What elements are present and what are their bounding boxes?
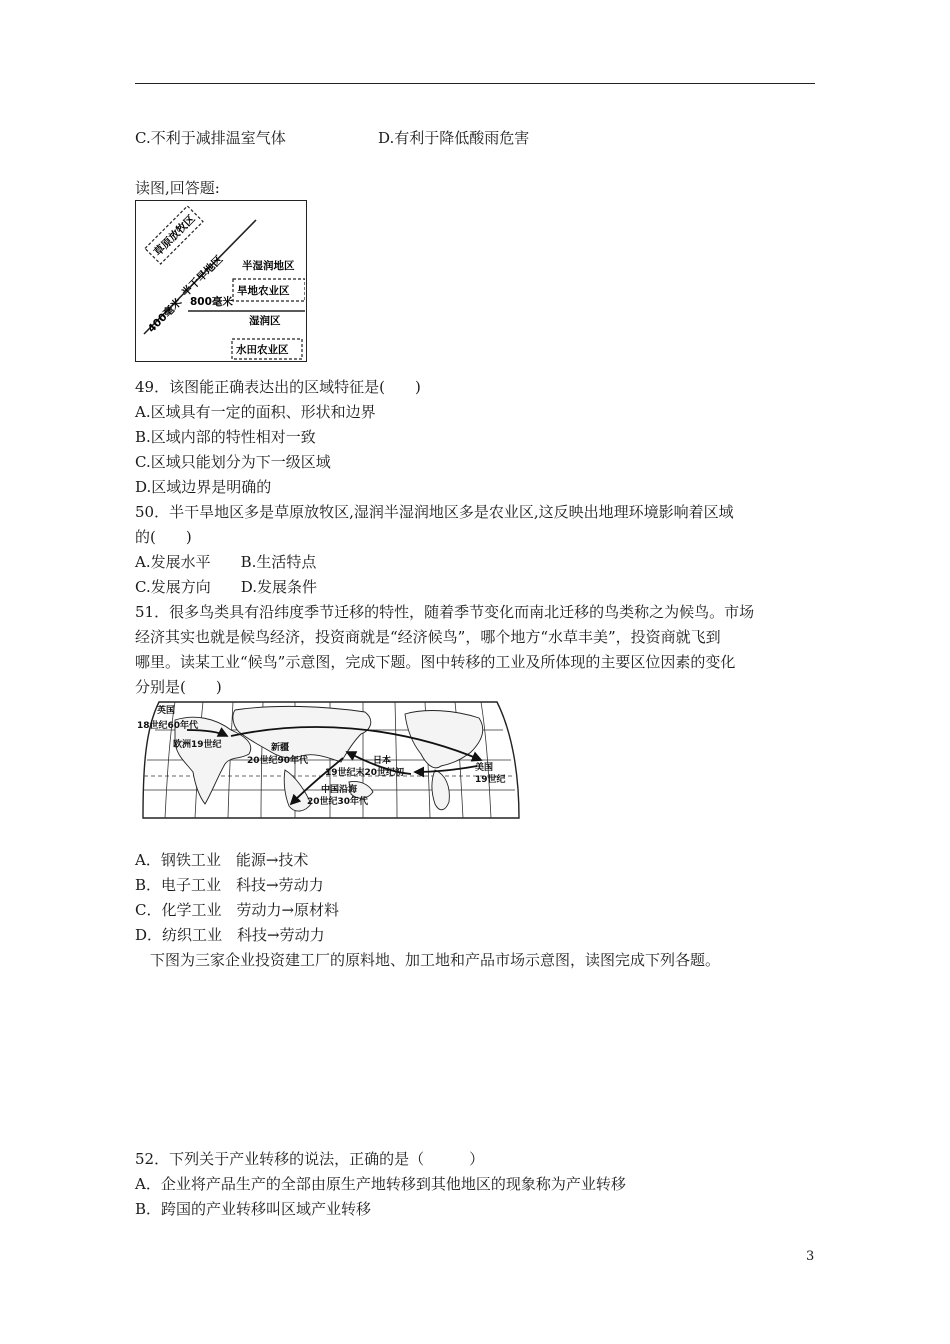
q51-stem-line1: 51．很多鸟类具有沿纬度季节迁移的特性，随着季节变化而南北迁移的鸟类称之为候鸟。市场 (135, 603, 755, 621)
q50-options-row2: C.发展方向 D.发展条件 (135, 578, 317, 596)
uk-time-label: 18世纪60年代 (137, 721, 199, 731)
japan-time-label: 19世纪末20世纪初 (325, 768, 405, 778)
header-rule (135, 83, 815, 84)
europe-label: 欧洲19世纪 (173, 740, 222, 750)
semihumid-label: 半湿润地区 (242, 260, 295, 272)
q51-stem-line4: 分别是( ) (135, 678, 222, 696)
q49-option-d: D.区域边界是明确的 (135, 478, 272, 496)
q51-option-c: C．化学工业 劳动力→原材料 (135, 901, 340, 919)
region-diagram-svg (136, 201, 305, 360)
q52-stem: 52．下列关于产业转移的说法，正确的是（ ） (135, 1150, 485, 1168)
q49-stem: 49．该图能正确表达出的区域特征是( ) (135, 378, 421, 396)
humid-label: 湿润区 (249, 315, 281, 327)
q51-stem-line2: 经济其实也就是候鸟经济，投资商就是“经济候鸟”，哪个地方“水草丰美”，投资商就飞到 (135, 628, 721, 646)
paddy-label: 水田农业区 (236, 344, 289, 356)
world-map-svg (135, 700, 520, 820)
q51-stem-line3: 哪里。读某工业“候鸟”示意图，完成下题。图中转移的工业及所体现的主要区位因素的变化 (135, 653, 736, 671)
japan-label: 日本 (373, 756, 392, 766)
uk-label: 英国 (157, 706, 176, 716)
q51-option-d: D．纺织工业 科技→劳动力 (135, 926, 325, 944)
q50-stem-line1: 50．半干旱地区多是草原放牧区,湿润半湿润地区多是农业区,这反映出地理环境影响着区域 (135, 503, 734, 521)
semiarid-label: 半干旱地区 (179, 253, 226, 300)
q48-option-c: C.不利于减排温室气体 (135, 129, 286, 147)
q51-option-b: B．电子工业 科技→劳动力 (135, 876, 324, 894)
q48-option-d: D.有利于降低酸雨危害 (378, 129, 530, 147)
q52-option-a: A．企业将产品生产的全部由原生产地转移到其他地区的现象称为产业转移 (135, 1175, 626, 1193)
xinjiang-time-label: 20世纪90年代 (247, 756, 309, 766)
mm800-label: 800毫米 (190, 296, 233, 308)
q50-options-row1: A.发展水平 B.生活特点 (135, 553, 317, 571)
usa-label: 美国 (475, 763, 494, 773)
q49-option-b: B.区域内部的特性相对一致 (135, 428, 316, 446)
grassland-label: 草原放牧区 (151, 212, 198, 259)
industry-migration-map (135, 700, 520, 820)
q50-stem-line2: 的( ) (135, 528, 192, 546)
xinjiang-label: 新疆 (271, 743, 290, 753)
q52-option-b: B．跨国的产业转移叫区域产业转移 (135, 1200, 372, 1218)
figure-intro: 读图,回答题: (135, 179, 220, 197)
page-number: 3 (806, 1249, 815, 1264)
q51-option-a: A．钢铁工业 能源→技术 (135, 851, 309, 869)
q49-option-a: A.区域具有一定的面积、形状和边界 (135, 403, 376, 421)
region-diagram (135, 200, 307, 362)
q49-option-c: C.区域只能划分为下一级区域 (135, 453, 331, 471)
mm400-label: 400毫米 (145, 296, 185, 336)
dryfarm-label: 旱地农业区 (237, 285, 290, 297)
china-coast-label: 中国沿海 (321, 785, 358, 795)
china-coast-time-label: 20世纪30年代 (307, 797, 369, 807)
next-section-intro: 下图为三家企业投资建工厂的原料地、加工地和产品市场示意图，读图完成下列各题。 (150, 951, 721, 969)
usa-time-label: 19世纪 (475, 775, 506, 785)
